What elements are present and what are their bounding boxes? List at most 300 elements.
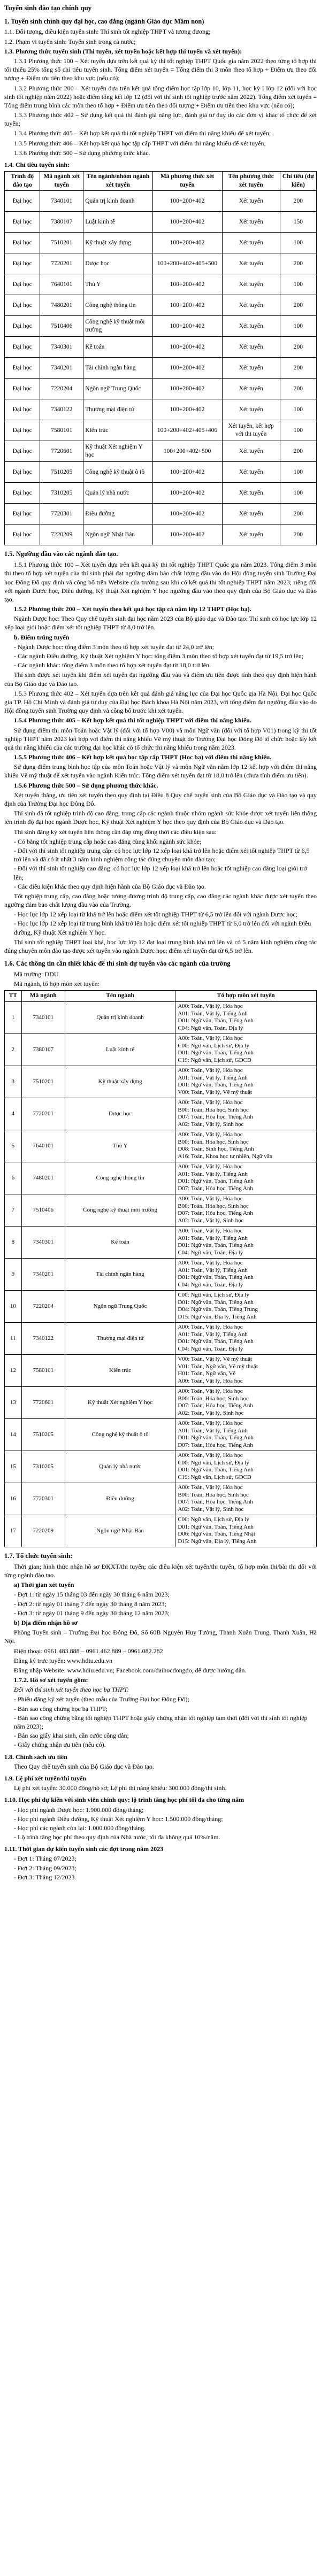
quota-table-header: Mã phương thức xét tuyển xyxy=(152,172,222,191)
table-cell: 7 xyxy=(5,1194,22,1226)
table-cell: A00: Toán, Vật lý, Hóa học A01: Toán, Vật lý, Tiếng Anh D01: Ngữ văn, Toán, Tiếng Anh C04: Ngữ văn, Toán, Địa lý xyxy=(175,1258,317,1290)
table-cell: Xét tuyển xyxy=(222,233,280,253)
table-row xyxy=(5,379,317,399)
method-405-text: 1.5.4 Phương thức 405 – Kết hợp kết quả thi tốt nghiệp THPT với điểm thi năng khiếu. xyxy=(14,716,251,724)
table-cell: Luật kinh tế xyxy=(65,1034,175,1066)
table-cell: Đại học xyxy=(5,525,40,545)
phone-text: Điện thoại: 0961.483.888 – 0961.462.889 – 0961.082.282 xyxy=(14,1647,163,1655)
table-cell: Tài chính ngân hàng xyxy=(65,1258,175,1290)
table-cell: 100+200+402 xyxy=(152,212,222,233)
table-cell: 7510201 xyxy=(21,1066,65,1098)
table-cell: Xét tuyển xyxy=(222,295,280,316)
table-cell: 100 xyxy=(280,233,316,253)
table-cell: 11 xyxy=(5,1322,22,1354)
section-1-item: 1.3. Phương thức tuyển sinh (Thi tuyển, xét tuyển hoặc kết hợp thi tuyển và xét tuyển): xyxy=(4,47,242,55)
docs-list xyxy=(4,1695,317,1749)
table-cell: Dược học xyxy=(65,1098,175,1130)
table-row xyxy=(5,399,317,420)
table-cell: 3 xyxy=(5,1066,22,1098)
docs-heading: 1.7.2. Hồ sơ xét tuyển gồm: xyxy=(14,1676,88,1684)
table-cell: 17 xyxy=(5,1515,22,1547)
schedule-item: - Đợt 1: Tháng 07/2023; xyxy=(14,1854,317,1863)
fee-heading: 1.9. Lệ phí xét tuyển/thi tuyển xyxy=(4,1774,87,1782)
combo-table-header: Mã ngành xyxy=(21,991,65,1002)
transfer-condition: - Các điều kiện khác theo quy định hiện hành của Bộ Giáo dục và Đào tạo. xyxy=(14,882,317,891)
table-cell: Xét tuyển xyxy=(222,525,280,545)
table-row xyxy=(5,191,317,212)
table-cell: Công nghệ thông tin xyxy=(83,295,152,316)
score-condition: - Các ngành khác: tổng điểm 3 môn theo tổ hợp xét tuyển đạt từ 18,0 trở lên. xyxy=(14,661,317,669)
combo-table-header: Tổ hợp môn xét tuyển xyxy=(175,991,317,1002)
web-text: Đăng nhập Website: www.hdiu.edu.vn; Facebook.com/daihocdongdo, để được hướng dẫn. xyxy=(14,1666,247,1674)
table-cell: Đại học xyxy=(5,483,40,504)
method-item: 1.3.6 Phương thức 500 – Sử dụng phương thức khác. xyxy=(14,149,150,157)
table-cell: 100+200+402 xyxy=(152,274,222,295)
table-cell: Xét tuyển xyxy=(222,379,280,399)
tuition-heading: 1.10. Học phí dự kiến với sinh viên chính quy; lộ trình tăng học phí tối đa cho từng năm xyxy=(4,1796,244,1804)
table-cell: 100+200+402 xyxy=(152,295,222,316)
table-cell: 13 xyxy=(5,1386,22,1418)
table-cell: Đại học xyxy=(5,212,40,233)
table-row xyxy=(5,1451,317,1483)
quota-table-header: Trình độ đào tạo xyxy=(5,172,40,191)
table-cell: Công nghệ thông tin xyxy=(65,1162,175,1194)
table-cell: 7340122 xyxy=(21,1322,65,1354)
table-row xyxy=(5,1001,317,1034)
table-row xyxy=(5,1515,317,1547)
table-cell: 100 xyxy=(280,274,316,295)
table-cell: Xét tuyển xyxy=(222,483,280,504)
table-cell: Xét tuyển xyxy=(222,358,280,379)
schedule-heading: 1.11. Thời gian dự kiến tuyển sinh các đợt trong năm 2023 xyxy=(4,1845,164,1853)
table-cell: Xét tuyển xyxy=(222,253,280,274)
tuition-item: - Học phí các ngành còn lại: 1.000.000 đồng/tháng. xyxy=(14,1824,317,1832)
table-cell: 100+200+402 xyxy=(152,233,222,253)
table-cell: 7340201 xyxy=(40,358,83,379)
transfer-condition: - Học lực lớp 12 xếp loại từ trung bình khá trở lên hoặc điểm xét tốt nghiệp THPT từ 6,0 trở lên đối với ngành Điều dưỡng, Kỹ thuật Xét nghiệm Y học. xyxy=(14,919,317,936)
table-cell: Đại học xyxy=(5,274,40,295)
table-cell: Đại học xyxy=(5,295,40,316)
table-cell: Điều dưỡng xyxy=(83,504,152,525)
score-condition: - Ngành Dược học: tổng điểm 3 môn theo tổ hợp xét tuyển đạt từ 24,0 trở lên; xyxy=(14,643,317,651)
table-row xyxy=(5,525,317,545)
transfer-other: Tốt nghiệp trung cấp, cao đẳng hoặc tương đương trình độ trung cấp, cao đẳng các ngành khác được xét tuyển theo ngưỡng đảm bảo chất lượng đầu vào của Trường. xyxy=(4,892,317,909)
table-cell: A00: Toán, Vật lý, Hóa học A01: Toán, Vật lý, Tiếng Anh D01: Ngữ văn, Toán, Tiếng Anh D07: Toán, Hóa học, Tiếng Anh xyxy=(175,1418,317,1451)
table-row xyxy=(5,441,317,462)
table-cell: 200 xyxy=(280,358,316,379)
section-1-7 xyxy=(4,1552,317,1881)
timeline-item: - Đợt 1: từ ngày 15 tháng 03 đến ngày 30 tháng 6 năm 2023; xyxy=(14,1590,317,1599)
schedule-item: - Đợt 3: Tháng 12/2023. xyxy=(14,1873,317,1881)
transfer-conditions xyxy=(4,837,317,891)
table-cell: Đại học xyxy=(5,253,40,274)
table-cell: Thú Y xyxy=(65,1130,175,1162)
table-cell: Ngôn ngữ Trung Quốc xyxy=(65,1290,175,1322)
quota-table xyxy=(4,171,317,545)
docs-item: - Bản sao công chứng học bạ THPT; xyxy=(14,1705,317,1713)
table-cell: 7720301 xyxy=(40,504,83,525)
table-cell: 7340122 xyxy=(40,399,83,420)
table-cell: Đại học xyxy=(5,358,40,379)
pharmacy-note: Ngành Dược học: Theo Quy chế tuyển sinh đại học năm 2023 của Bộ giáo dục và Đào tạo: Thí sinh có học lực lớp 12 xếp loại giỏi hoặc điểm xét tốt nghiệp THPT từ 8,0 trở lên. xyxy=(4,615,317,631)
table-cell: 2 xyxy=(5,1034,22,1066)
table-cell: Quản trị kinh doanh xyxy=(83,191,152,212)
table-row xyxy=(5,1386,317,1418)
table-cell: Tài chính ngân hàng xyxy=(83,358,152,379)
combo-table-header: Tên ngành xyxy=(65,991,175,1002)
org-text: Thời gian; hình thức nhận hồ sơ ĐKXT/thi tuyển; các điều kiện xét tuyển/thi tuyển, tổ hợp môn thi/bài thi đối với từng ngành đào tạo. xyxy=(4,1562,317,1579)
table-cell: Xét tuyển xyxy=(222,191,280,212)
method-500-detail: Xét tuyển thẳng, ưu tiên xét tuyển theo quy định tại Điều 8 Quy chế tuyển sinh của Bộ Giáo dục và Đào tạo và quy định của Trường Đại học Đông Đô. xyxy=(4,791,317,808)
table-cell: Công nghệ kỹ thuật môi trường xyxy=(65,1194,175,1226)
table-cell: 100 xyxy=(280,420,316,441)
table-cell: Kiến trúc xyxy=(83,420,152,441)
table-row xyxy=(5,1098,317,1130)
table-row xyxy=(5,1226,317,1258)
transfer-final: Thí sinh tốt nghiệp THPT loại khá, học lực lớp 12 đạt loại trung bình khá trở lên và có 5 năm kinh nghiệm công tác đúng chuyên môn đào tạo được xét tuyển vào ngành Dược học; điểm xét tuyển đạt từ 6,5 trở lên. xyxy=(4,938,317,955)
table-row xyxy=(5,462,317,483)
tuition-item: - Lộ trình tăng học phí theo quy định của Nhà nước, tối đa không quá 10%/năm. xyxy=(14,1833,317,1841)
table-cell: A00: Toán, Vật lý, Hóa học A01: Toán, Vật lý, Tiếng Anh D01: Ngữ văn, Toán, Tiếng Anh V00: Toán, Vật lý, Vẽ mỹ thuật xyxy=(175,1066,317,1098)
table-row xyxy=(5,1322,317,1354)
table-row xyxy=(5,483,317,504)
method-402-text: 1.5.3 Phương thức 402 – Xét tuyển dựa trên kết quả đánh giá năng lực của Đại học Quốc gia Hà Nội, Đại học Quốc gia TP. Hồ Chí Minh và đánh giá tư duy của Đại học Bách khoa Hà Nội năm 2023, với tổng điểm đạt ngưỡng đầu vào do Hội đồng tuyển sinh Trường quy định và công bố trước khi xét tuyển. xyxy=(4,689,317,715)
table-cell: 10 xyxy=(5,1290,22,1322)
timeline-item: - Đợt 2: từ ngày 01 tháng 7 đến ngày 30 tháng 8 năm 2023; xyxy=(14,1600,317,1608)
transfer-intro: Thí sinh đăng ký xét tuyển liên thông cần đáp ứng đồng thời các điều kiện sau: xyxy=(14,828,217,836)
table-cell: Đại học xyxy=(5,191,40,212)
table-cell: Kế toán xyxy=(83,337,152,358)
table-cell: Xét tuyển, kết hợp với thi tuyển xyxy=(222,420,280,441)
table-row xyxy=(5,1258,317,1290)
table-cell: 7310205 xyxy=(21,1451,65,1483)
table-cell: Kỹ thuật xây dựng xyxy=(65,1066,175,1098)
table-cell: 7640101 xyxy=(21,1130,65,1162)
table-row xyxy=(5,1066,317,1098)
timeline-heading: a) Thời gian xét tuyển xyxy=(14,1581,74,1589)
table-cell: A00: Toán, Vật lý, Hóa học B00: Toán, Hóa học, Sinh học D07: Toán, Hóa học, Tiếng Anh A02: Toán, Vật lý, Sinh học xyxy=(175,1483,317,1515)
quota-table-header: Chỉ tiêu (dự kiến) xyxy=(280,172,316,191)
timeline-item: - Đợt 3: từ ngày 01 tháng 9 đến ngày 30 tháng 12 năm 2023; xyxy=(14,1609,317,1617)
quota-table-header: Mã ngành xét tuyển xyxy=(40,172,83,191)
table-cell: Đại học xyxy=(5,379,40,399)
table-cell: V00: Toán, Vật lý, Vẽ mỹ thuật V01: Toán, Ngữ văn, Vẽ mỹ thuật H01: Toán, Ngữ văn, Vẽ A00: Toán, Vật lý, Hóa học xyxy=(175,1354,317,1386)
priority-heading: 1.8. Chính sách ưu tiên xyxy=(4,1753,67,1761)
table-cell: 100+200+402 xyxy=(152,316,222,337)
method-406-text: 1.5.5 Phương thức 406 – Kết hợp kết quả học tập cấp THPT (Học bạ) với điểm thi năng khiếu. xyxy=(14,753,272,761)
table-cell: A00: Toán, Vật lý, Hóa học B00: Toán, Hóa học, Sinh học D07: Toán, Hóa học, Tiếng Anh A02: Toán, Vật lý, Sinh học xyxy=(175,1386,317,1418)
table-row xyxy=(5,1290,317,1322)
docs-item: - Phiếu đăng ký xét tuyển (theo mẫu của Trường Đại học Đông Đô); xyxy=(14,1695,317,1703)
score-heading: b. Điểm trúng tuyển xyxy=(14,633,70,641)
table-cell: 8 xyxy=(5,1226,22,1258)
table-row xyxy=(5,1034,317,1066)
table-cell: Đại học xyxy=(5,420,40,441)
section-1-5-heading: 1.5. Ngưỡng đầu vào các ngành đào tạo. xyxy=(4,550,118,558)
table-cell: 16 xyxy=(5,1483,22,1515)
table-cell: 12 xyxy=(5,1354,22,1386)
table-cell: Công nghệ kỹ thuật ô tô xyxy=(65,1418,175,1451)
table-cell: A00: Toán, Vật lý, Hóa học A01: Toán, Vật lý, Tiếng Anh D01: Ngữ văn, Toán, Tiếng Anh C04: Ngữ văn, Toán, Địa lý xyxy=(175,1001,317,1034)
table-cell: Đại học xyxy=(5,337,40,358)
table-cell: Luật kinh tế xyxy=(83,212,152,233)
table-cell: 7220204 xyxy=(40,379,83,399)
table-cell: A00: Toán, Vật lý, Hóa học C00: Ngữ văn, Lịch sử, Địa lý D01: Ngữ văn, Toán, Tiếng Anh C19: Ngữ văn, Lịch sử, GDCD xyxy=(175,1451,317,1483)
method-406-detail: Sử dụng điểm trung bình học tập của môn Toán hoặc Vật lý và môn Ngữ văn năm lớp 12 kết hợp với điểm thi năng khiếu Vẽ mỹ thuật để xét tuyển vào ngành Kiến trúc. Tổng điểm xét tuyển đạt từ 18,0 trở lên (chưa tính điểm ưu tiên). xyxy=(4,763,317,780)
table-cell: 15 xyxy=(5,1451,22,1483)
table-cell: Công nghệ kỹ thuật ô tô xyxy=(83,462,152,483)
table-cell: 100+200+402 xyxy=(152,399,222,420)
address-text: Phòng Tuyển sinh – Trường Đại học Đông Đô, Số 60B Nguyễn Huy Tưởng, Thanh Xuân Trung, Thanh Xuân, Hà Nội. xyxy=(4,1629,317,1645)
table-cell: 100+200+402 xyxy=(152,191,222,212)
table-cell: Thương mại điện tử xyxy=(65,1322,175,1354)
table-cell: 7510406 xyxy=(40,316,83,337)
table-row xyxy=(5,295,317,316)
table-cell: 100+200+402 xyxy=(152,462,222,483)
transfer-condition: - Đối với thí sinh tốt nghiệp cao đẳng: có học lực lớp 12 xếp loại khá trở lên hoặc tốt nghiệp cao đẳng loại giỏi trở lên; xyxy=(14,864,317,881)
table-cell: 200 xyxy=(280,337,316,358)
transfer-condition: - Đối với thí sinh tốt nghiệp trung cấp: có học lực lớp 12 xếp loại khá trở lên hoặc điểm xét tốt nghiệp THPT từ 6,5 trở lên và đã có ít nhất 3 năm kinh nghiệm công tác đúng chuyên môn đào tạo; xyxy=(14,846,317,863)
section-1-5 xyxy=(4,550,317,955)
method-item: 1.3.4 Phương thức 405 – Kết hợp kết quả thi tốt nghiệp THPT với điểm thi năng khiếu để xét tuyển; xyxy=(14,129,271,137)
table-cell: 7380107 xyxy=(21,1034,65,1066)
table-cell: 100+200+402+405+500 xyxy=(152,253,222,274)
table-cell: 100 xyxy=(280,462,316,483)
table-cell: Kiến trúc xyxy=(65,1354,175,1386)
table-cell: Xét tuyển xyxy=(222,441,280,462)
tuition-item: - Học phí ngành Dược học: 1.900.000 đồng/tháng; xyxy=(14,1806,317,1814)
table-cell: Thương mại điện tử xyxy=(83,399,152,420)
table-cell: 7340301 xyxy=(40,337,83,358)
quota-table-heading: 1.4. Chỉ tiêu tuyển sinh: xyxy=(4,161,70,169)
schedule-item: - Đợt 2: Tháng 09/2023; xyxy=(14,1864,317,1872)
table-cell: 7480201 xyxy=(40,295,83,316)
table-cell: 7510406 xyxy=(21,1194,65,1226)
table-cell: 100+200+402+500 xyxy=(152,441,222,462)
table-row xyxy=(5,274,317,295)
table-cell: C00: Ngữ văn, Lịch sử, Địa lý D01: Ngữ văn, Toán, Tiếng Anh D06: Ngữ văn, Toán, Tiếng Nhật D15: Ngữ văn, Địa lý, Tiếng Anh xyxy=(175,1515,317,1547)
fee-text: Lệ phí xét tuyển: 30.000 đồng/hồ sơ; Lệ phí thi năng khiếu: 300.000 đồng/thí sinh. xyxy=(14,1784,227,1792)
schedule-list xyxy=(4,1854,317,1881)
method-500-detail-2: Thí sinh đã tốt nghiệp trình độ cao đẳng, trung cấp các ngành thuộc nhóm ngành sức khỏe được xét tuyển liên thông lên trình độ đại học ngành Dược học, Kỹ thuật Xét nghiệm Y học theo quy định của Bộ Giáo dục và Đào tạo. xyxy=(4,809,317,826)
docs-item: - Giấy chứng nhận ưu tiên (nếu có). xyxy=(14,1740,317,1749)
table-cell: 7580101 xyxy=(40,420,83,441)
table-row xyxy=(5,316,317,337)
table-cell: 200 xyxy=(280,295,316,316)
table-cell: A00: Toán, Vật lý, Hóa học B00: Toán, Hóa học, Sinh học D07: Toán, Hóa học, Tiếng Anh A02: Toán, Vật lý, Sinh học xyxy=(175,1194,317,1226)
table-cell: C00: Ngữ văn, Lịch sử, Địa lý D01: Ngữ văn, Toán, Tiếng Anh D04: Ngữ văn, Toán, Tiếng Trung D15: Ngữ văn, Địa lý, Tiếng Anh xyxy=(175,1290,317,1322)
table-cell: 6 xyxy=(5,1162,22,1194)
table-cell: 100+200+402 xyxy=(152,337,222,358)
table-cell: Thú Y xyxy=(83,274,152,295)
priority-text: Theo Quy chế tuyển sinh của Bộ Giáo dục và Đào tạo. xyxy=(14,1762,154,1770)
table-row xyxy=(5,212,317,233)
table-cell: Đại học xyxy=(5,399,40,420)
table-cell: 100 xyxy=(280,483,316,504)
table-cell: Xét tuyển xyxy=(222,399,280,420)
table-row xyxy=(5,504,317,525)
table-cell: 14 xyxy=(5,1418,22,1451)
table-cell: 100 xyxy=(280,399,316,420)
table-cell: A00: Toán, Vật lý, Hóa học C00: Ngữ văn, Lịch sử, Địa lý D01: Ngữ văn, Toán, Tiếng Anh C19: Ngữ văn, Lịch sử, GDCD xyxy=(175,1034,317,1066)
table-row xyxy=(5,1418,317,1451)
quota-table-header: Tên phương thức xét tuyển xyxy=(222,172,280,191)
table-cell: 200 xyxy=(280,253,316,274)
method-500-text: 1.5.6 Phương thức 500 – Sử dụng phương thức khác. xyxy=(14,781,158,789)
transfer-condition: - Học lực lớp 12 xếp loại từ khá trở lên hoặc điểm xét tốt nghiệp THPT từ 6,5 trở lên đối với ngành Dược học; xyxy=(14,910,317,919)
document-title: Tuyển sinh đào tạo chính quy xyxy=(4,4,92,12)
table-cell: 200 xyxy=(280,379,316,399)
section-1-7-heading: 1.7. Tổ chức tuyển sinh: xyxy=(4,1552,73,1560)
table-cell: 7640101 xyxy=(40,274,83,295)
table-cell: Xét tuyển xyxy=(222,212,280,233)
table-cell: 7510205 xyxy=(21,1418,65,1451)
table-cell: A00: Toán, Vật lý, Hóa học A01: Toán, Vật lý, Tiếng Anh D01: Ngữ văn, Toán, Tiếng Anh C04: Ngữ văn, Toán, Địa lý xyxy=(175,1322,317,1354)
table-row xyxy=(5,337,317,358)
table-cell: 7220204 xyxy=(21,1290,65,1322)
table-cell: 100+200+402 xyxy=(152,504,222,525)
table-cell: Đại học xyxy=(5,441,40,462)
table-row xyxy=(5,1194,317,1226)
table-cell: A00: Toán, Vật lý, Hóa học B00: Toán, Hóa học, Sinh học D07: Toán, Hóa học, Tiếng Anh A02: Toán, Vật lý, Sinh học xyxy=(175,1098,317,1130)
table-cell: 7310205 xyxy=(40,483,83,504)
combo-table-header: TT xyxy=(5,991,22,1002)
table-cell: 7720201 xyxy=(40,253,83,274)
docs-intro: Đối với thí sinh xét tuyển theo học bạ THPT: xyxy=(14,1686,129,1694)
table-cell: 100+200+402 xyxy=(152,525,222,545)
table-cell: Đại học xyxy=(5,504,40,525)
table-cell: Đại học xyxy=(5,462,40,483)
table-row xyxy=(5,358,317,379)
table-cell: 7340201 xyxy=(21,1258,65,1290)
table-row xyxy=(5,420,317,441)
table-cell: 200 xyxy=(280,191,316,212)
table-cell: A00: Toán, Vật lý, Hóa học B00: Toán, Hóa học, Sinh học D08: Toán, Sinh học, Tiếng Anh A16: Toán, Khoa học tự nhiên, Ngữ văn xyxy=(175,1130,317,1162)
table-row xyxy=(5,1162,317,1194)
method-100-text: 1.5.1 Phương thức 100 – Xét tuyển dựa trên kết quả kỳ thi tốt nghiệp THPT Quốc gia năm 2023. Tổng điểm 3 môn thi theo tổ hợp xét tuyển của thí sinh phải đạt ngưỡng đảm bảo chất lượng đầu vào do Hội đồng tuyển sinh Trường Đại học Đông Đô quy định và công bố trên Website của trường sau khi có kết quả thi tốt nghiệp THPT năm 2023; riêng đối với ngành Dược học, Điều dưỡng, Kỹ thuật Xét nghiệm Y học ngưỡng đầu vào theo quy định của Bộ Giáo dục và Đào tạo. xyxy=(4,561,317,603)
table-cell: Kỹ thuật Xét nghiệm Y học xyxy=(65,1386,175,1418)
combo-table xyxy=(4,990,317,1547)
table-cell: 9 xyxy=(5,1258,22,1290)
method-item: 1.3.5 Phương thức 406 – Kết hợp kết quả học tập cấp THPT với điểm thi năng khiếu để xét tuyển; xyxy=(14,139,266,147)
method-item: 1.3.1 Phương thức 100 – Xét tuyển dựa trên kết quả kỳ thi tốt nghiệp THPT Quốc gia năm 2022 theo từng tổ hợp thi tối thiểu 25% tổng số chỉ tiêu tuyển sinh. Tổng điểm xét tuyển = Tổng điểm thi 3 môn theo tổ hợp + Điểm ưu theo đối tượng + Điểm ưu tiên theo khu vực (nếu có); xyxy=(4,57,317,82)
section-1-item: 1.2. Phạm vi tuyển sinh: Tuyển sinh trong cả nước; xyxy=(4,37,136,45)
table-cell: Quản lý nhà nước xyxy=(83,483,152,504)
table-cell: 150 xyxy=(280,212,316,233)
table-cell: 7380107 xyxy=(40,212,83,233)
table-cell: Kỹ thuật xây dựng xyxy=(83,233,152,253)
table-cell: Kỹ thuật Xét nghiệm Y học xyxy=(83,441,152,462)
table-cell: A00: Toán, Vật lý, Hóa học A01: Toán, Vật lý, Tiếng Anh D01: Ngữ văn, Toán, Tiếng Anh C04: Ngữ văn, Toán, Địa lý xyxy=(175,1226,317,1258)
table-cell: Quản lý nhà nước xyxy=(65,1451,175,1483)
score-conditions xyxy=(4,643,317,670)
table-cell: 7510205 xyxy=(40,462,83,483)
table-cell: Đại học xyxy=(5,233,40,253)
method-405-detail: Sử dụng điểm thi môn Toán hoặc Vật lý (đối với tổ hợp V00) và môn Ngữ văn (đối với tổ hợp V01) trong kỳ thi tốt nghiệp THPT năm 2023 kết hợp với điểm thi năng khiếu Vẽ mỹ thuật do Trường Đại học Đông Đô tổ chức hoặc lấy kết quả thi năng khiếu của các trường đại học khác có tổ chức thi năng khiếu trong năm 2023. xyxy=(4,726,317,751)
transfer-conditions-2 xyxy=(4,910,317,937)
table-cell: Điều dưỡng xyxy=(65,1483,175,1515)
table-cell: 7340101 xyxy=(40,191,83,212)
tuition-item: - Học phí ngành Điều dưỡng, Kỹ thuật Xét nghiệm Y học: 1.500.000 đồng/tháng; xyxy=(14,1815,317,1823)
docs-item: - Bản sao giấy khai sinh, căn cước công dân; xyxy=(14,1731,317,1740)
table-cell: 100+200+402+405+406 xyxy=(152,420,222,441)
table-cell: 7720201 xyxy=(21,1098,65,1130)
table-cell: Quản trị kinh doanh xyxy=(65,1001,175,1034)
table-cell: Xét tuyển xyxy=(222,462,280,483)
table-cell: Ngôn ngữ Nhật Bản xyxy=(83,525,152,545)
table-cell: 100+200+402 xyxy=(152,379,222,399)
table-row xyxy=(5,1354,317,1386)
table-cell: 100+200+402 xyxy=(152,358,222,379)
quota-table-header: Tên ngành/nhóm ngành xét tuyển xyxy=(83,172,152,191)
method-item: 1.3.2 Phương thức 200 – Xét tuyển dựa trên kết quả tổng điểm học tập lớp 10, lớp 11, học kỳ I lớp 12 (đối với học sinh tốt nghiệp năm 2022) hoặc điểm tổng kết lớp 12 (đối với thí sinh tốt nghiệp trước năm 2022). Tổng điểm xét tuyển = Tổng điểm trung bình các môn theo tổ hợp + Điểm ưu tiên theo đối tượng + Điểm ưu tiên theo khu vực (nếu có); xyxy=(4,84,317,109)
table-cell: Công nghệ kỹ thuật môi trường xyxy=(83,316,152,337)
method-item: 1.3.3 Phương thức 402 – Sử dụng kết quả thi đánh giá năng lực, đánh giá tư duy do các đơn vị khác tổ chức để xét tuyển; xyxy=(4,111,317,128)
school-code: Mã trường: DDU xyxy=(14,970,59,978)
table-cell: 7480201 xyxy=(21,1162,65,1194)
table-row xyxy=(5,233,317,253)
table-cell: A00: Toán, Vật lý, Hóa học A01: Toán, Vật lý, Tiếng Anh D01: Ngữ văn, Toán, Tiếng Anh D07: Toán, Hóa học, Tiếng Anh xyxy=(175,1162,317,1194)
table-cell: 7720601 xyxy=(21,1386,65,1418)
section-1-6-heading: 1.6. Các thông tin cần thiết khác để thí sinh dự tuyển vào các ngành của trường xyxy=(4,960,231,968)
table-row xyxy=(5,1130,317,1162)
table-cell: 200 xyxy=(280,441,316,462)
table-cell: Xét tuyển xyxy=(222,337,280,358)
method-200-text: 1.5.2 Phương thức 200 – Xét tuyển theo kết quả học tập cả năm lớp 12 THPT (Học bạ). xyxy=(14,605,251,613)
table-cell: Dược học xyxy=(83,253,152,274)
table-cell: Xét tuyển xyxy=(222,274,280,295)
table-row xyxy=(5,253,317,274)
timeline-list xyxy=(4,1590,317,1617)
table-cell: 100 xyxy=(280,316,316,337)
table-cell: Ngôn ngữ Nhật Bản xyxy=(65,1515,175,1547)
methods-list xyxy=(4,57,317,157)
online-text: Đăng ký trực tuyến: www.hdiu.edu.vn xyxy=(14,1656,113,1664)
table-cell: 200 xyxy=(280,504,316,525)
docs-item: - Bản sao công chứng bằng tốt nghiệp THPT hoặc giấy chứng nhận tốt nghiệp tạm thời (đối với thí sinh tốt nghiệp năm 2023); xyxy=(14,1714,317,1731)
table-cell: 7340301 xyxy=(21,1226,65,1258)
more-text: Thí sinh được xét tuyển khi điểm xét tuyển đạt ngưỡng đầu vào và điểm ưu tiên được tính theo quy định hiện hành của Bộ Giáo dục và Đào tạo. xyxy=(4,671,317,688)
table-cell: 7580101 xyxy=(21,1354,65,1386)
table-cell: 7720601 xyxy=(40,441,83,462)
table-cell: 5 xyxy=(5,1130,22,1162)
table-cell: 7220209 xyxy=(21,1515,65,1547)
section-1-item: 1.1. Đối tượng, điều kiện tuyển sinh: Thí sinh tốt nghiệp THPT và tương đương; xyxy=(4,28,211,36)
tuition-list xyxy=(4,1806,317,1842)
score-condition: - Các ngành Điều dưỡng, Kỹ thuật Xét nghiệm Y học: tổng điểm 3 môn theo tổ hợp xét tuyển đạt từ 19,5 trở lên; xyxy=(14,652,317,660)
section-1 xyxy=(4,17,317,546)
table-cell: 1 xyxy=(5,1001,22,1034)
table-cell: 7340101 xyxy=(21,1001,65,1034)
section-1-6 xyxy=(4,959,317,1547)
table-cell: 7720301 xyxy=(21,1483,65,1515)
table-cell: Kế toán xyxy=(65,1226,175,1258)
address-heading: b) Địa điểm nhận hồ sơ xyxy=(14,1618,78,1626)
table-cell: 7220209 xyxy=(40,525,83,545)
transfer-condition: - Có bằng tốt nghiệp trung cấp hoặc cao đẳng cùng khối ngành sức khỏe; xyxy=(14,837,317,846)
table-cell: 100+200+402 xyxy=(152,483,222,504)
table-row xyxy=(5,1483,317,1515)
table-cell: Đại học xyxy=(5,316,40,337)
table-cell: Xét tuyển xyxy=(222,504,280,525)
section-1-heading: 1. Tuyển sinh chính quy đại học, cao đẳng (ngành Giáo dục Mầm non) xyxy=(4,17,204,25)
combo-intro: Mã ngành, tổ hợp môn xét tuyển: xyxy=(14,980,100,988)
table-cell: 200 xyxy=(280,525,316,545)
table-cell: 7510201 xyxy=(40,233,83,253)
table-cell: Ngôn ngữ Trung Quốc xyxy=(83,379,152,399)
table-cell: Xét tuyển xyxy=(222,316,280,337)
table-cell: 4 xyxy=(5,1098,22,1130)
